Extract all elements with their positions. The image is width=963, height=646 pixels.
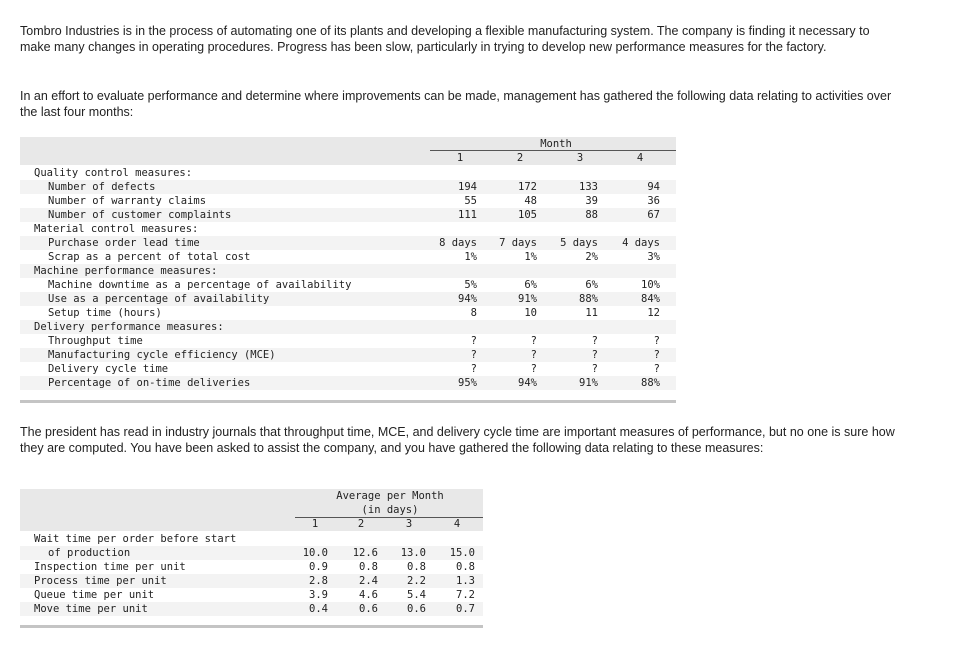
value-cell: 7.2: [456, 589, 475, 601]
value-cell: 1.3: [456, 575, 475, 587]
value-cell: 6%: [524, 279, 537, 291]
value-cell: ?: [591, 349, 598, 361]
row-label: Process time per unit: [34, 575, 167, 587]
row-label: Number of customer complaints: [48, 209, 232, 221]
value-cell: 12.6: [352, 547, 378, 559]
time-measures-table: [20, 489, 483, 628]
column-header-4: 4: [636, 152, 644, 164]
table-bottom-rule: [20, 400, 676, 403]
value-cell: 55: [464, 195, 477, 207]
intro-paragraph-3: The president has read in industry journals that throughput time, MCE, and delivery cycle time are important measures of performance, but no one is sure how they are computed. You have been asked to assist the company, and you have gathered the following data relating to these measures:: [20, 425, 895, 455]
value-cell: ?: [653, 335, 660, 347]
value-cell: 95%: [458, 377, 477, 389]
section-heading: Delivery performance measures:: [34, 321, 224, 333]
value-cell: 67: [647, 209, 660, 221]
row-label: Move time per unit: [34, 603, 148, 615]
value-cell: 6%: [585, 279, 598, 291]
value-cell: 105: [518, 209, 537, 221]
value-cell: 12: [647, 307, 660, 319]
value-cell: 0.6: [359, 603, 378, 615]
value-cell: 2%: [585, 251, 598, 263]
performance-measures-table: [20, 137, 676, 403]
value-cell: ?: [470, 335, 477, 347]
section-heading: Material control measures:: [34, 223, 199, 235]
value-cell: 0.8: [359, 561, 378, 573]
row-label: of production: [48, 547, 131, 559]
value-cell: 48: [524, 195, 537, 207]
value-cell: ?: [591, 335, 598, 347]
month-group-header: Month: [540, 138, 572, 150]
value-cell: 84%: [641, 293, 660, 305]
row-label: Setup time (hours): [48, 307, 162, 319]
row-label: Number of defects: [48, 181, 156, 193]
row-label: Delivery cycle time: [48, 363, 169, 375]
value-cell: ?: [530, 363, 537, 375]
value-cell: 4 days: [622, 237, 660, 249]
value-cell: 3.9: [309, 589, 328, 601]
value-cell: 13.0: [400, 547, 426, 559]
row-label: Purchase order lead time: [48, 237, 200, 249]
row-label: Queue time per unit: [34, 589, 155, 601]
value-cell: 91%: [518, 293, 537, 305]
value-cell: 0.7: [456, 603, 475, 615]
value-cell: 88%: [579, 293, 598, 305]
value-cell: 2.4: [359, 575, 378, 587]
value-cell: 8: [470, 307, 477, 319]
row-label: Throughput time: [48, 335, 143, 347]
value-cell: 11: [585, 307, 598, 319]
column-header-3: 3: [576, 152, 584, 164]
value-cell: 88%: [641, 377, 660, 389]
value-cell: 5%: [464, 279, 477, 291]
value-cell: ?: [530, 335, 537, 347]
value-cell: 0.8: [456, 561, 475, 573]
row-label: Manufacturing cycle efficiency (MCE): [48, 349, 276, 361]
value-cell: 94%: [458, 293, 477, 305]
section-heading: Quality control measures:: [34, 167, 193, 179]
value-cell: ?: [653, 363, 660, 375]
row-label: Inspection time per unit: [34, 561, 186, 573]
table-bottom-rule: [20, 625, 483, 628]
intro-paragraph-1: Tombro Industries is in the process of automating one of its plants and developing a flexible manufacturing system. The company is finding it necessary to make many changes in operating procedures. Progress has been slow, particularly in trying to develop new performance measures for the factory.: [20, 24, 870, 54]
value-cell: 133: [579, 181, 598, 193]
value-cell: 0.4: [309, 603, 328, 615]
value-cell: 94%: [518, 377, 537, 389]
value-cell: 5 days: [560, 237, 598, 249]
section-heading: Machine performance measures:: [34, 265, 218, 277]
column-header-4: 4: [453, 518, 461, 530]
average-group-subheader: (in days): [361, 504, 419, 516]
value-cell: ?: [591, 363, 598, 375]
value-cell: 39: [585, 195, 598, 207]
value-cell: ?: [653, 349, 660, 361]
value-cell: 8 days: [439, 237, 477, 249]
value-cell: 91%: [579, 377, 598, 389]
value-cell: 2.8: [309, 575, 328, 587]
column-header-2: 2: [516, 152, 524, 164]
column-header-1: 1: [456, 152, 464, 164]
column-header-1: 1: [311, 518, 319, 530]
average-group-header: Average per Month: [336, 490, 444, 502]
value-cell: 5.4: [407, 589, 426, 601]
row-label: Scrap as a percent of total cost: [48, 251, 251, 263]
intro-paragraph-2: In an effort to evaluate performance and determine where improvements can be made, management has gathered the following data relating to activities over the last four months:: [20, 89, 892, 119]
value-cell: 7 days: [499, 237, 537, 249]
value-cell: 10: [524, 307, 537, 319]
value-cell: 10.0: [302, 547, 328, 559]
row-label: Number of warranty claims: [48, 195, 207, 207]
value-cell: 194: [458, 181, 477, 193]
value-cell: ?: [470, 349, 477, 361]
row-label: Use as a percentage of availability: [48, 293, 270, 305]
value-cell: 3%: [647, 251, 660, 263]
value-cell: 94: [647, 181, 660, 193]
value-cell: 111: [458, 209, 477, 221]
value-cell: ?: [530, 349, 537, 361]
value-cell: 4.6: [359, 589, 378, 601]
value-cell: 0.6: [407, 603, 426, 615]
value-cell: ?: [470, 363, 477, 375]
value-cell: 1%: [464, 251, 477, 263]
value-cell: 172: [518, 181, 537, 193]
row-label: Percentage of on-time deliveries: [48, 377, 251, 389]
value-cell: 88: [585, 209, 598, 221]
value-cell: 36: [647, 195, 660, 207]
row-label: Machine downtime as a percentage of availability: [48, 279, 352, 291]
section-heading: Wait time per order before start: [34, 533, 237, 545]
column-header-3: 3: [405, 518, 413, 530]
column-header-2: 2: [357, 518, 365, 530]
value-cell: 10%: [641, 279, 660, 291]
value-cell: 0.9: [309, 561, 328, 573]
value-cell: 15.0: [449, 547, 475, 559]
value-cell: 2.2: [407, 575, 426, 587]
value-cell: 0.8: [407, 561, 426, 573]
value-cell: 1%: [524, 251, 537, 263]
